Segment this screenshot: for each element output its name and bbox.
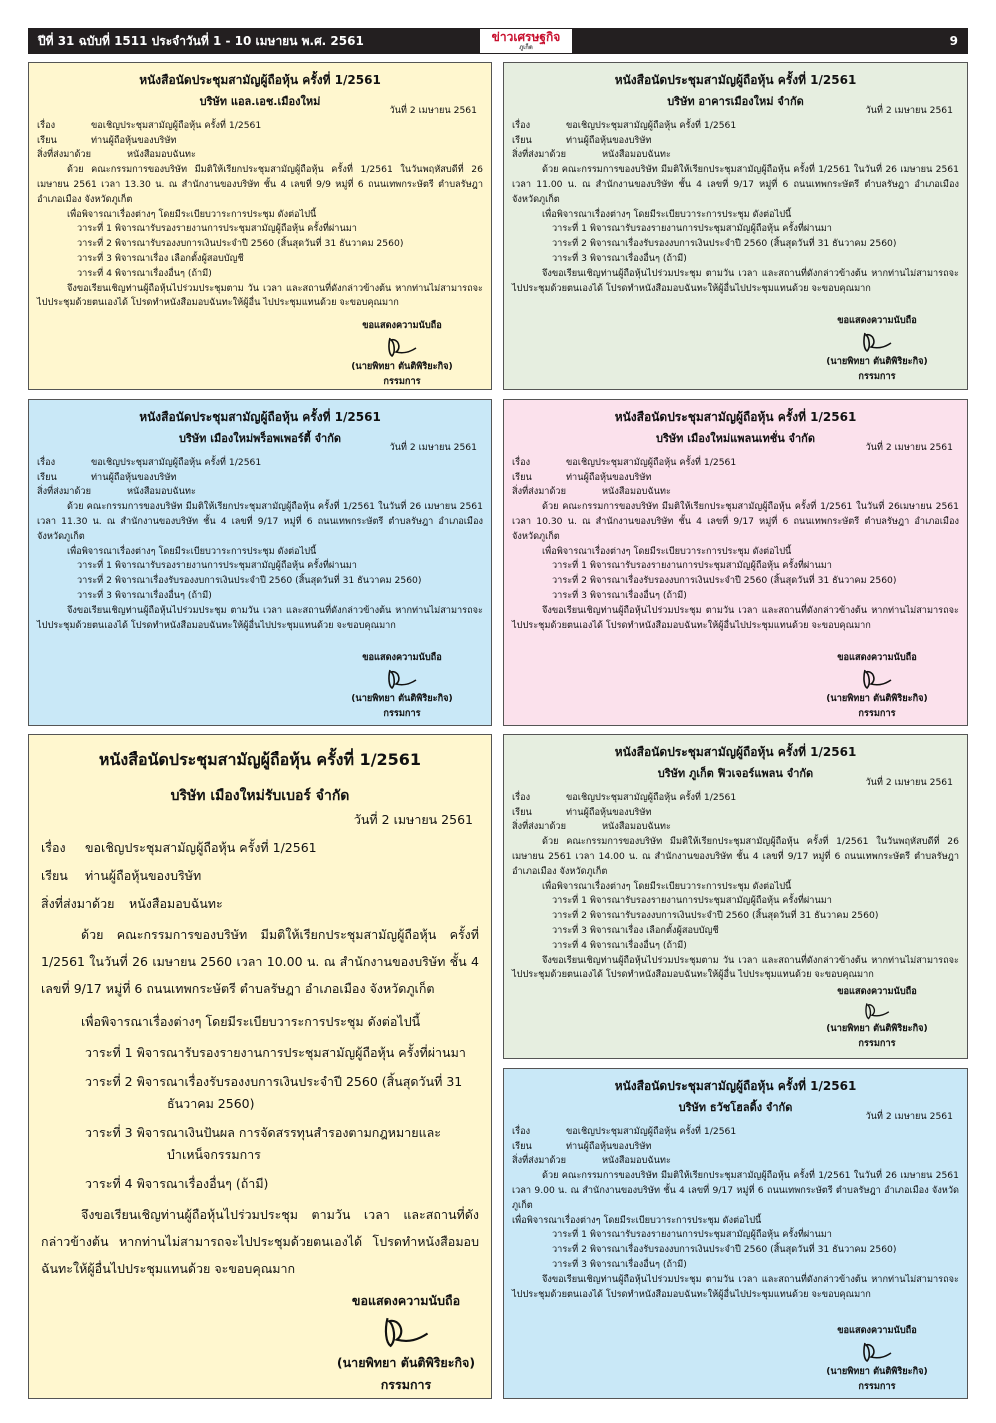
notice-body: ด้วย คณะกรรมการของบริษัท มีมติให้เรียกประชุมสามัญผู้ถือหุ้น ครั้งที่ 1/2561 ในวันพฤหัสบดีที่ 26 เมษายน 2561 เวลา 14.00 น. ณ สำนักงานของบริษัท ชั้น 4 เลขที่ 9/17 หมู่ที่ 6 ถนนเทพกระษัตรี ตำบลรัษฎา อำเภอเมือง จังหวัดภูเก็ต [512, 836, 959, 877]
signature-block [331, 1290, 481, 1396]
invitation-text: จึงขอเรียนเชิญท่านผู้ถือหุ้นไปร่วมประชุม ตามวัน เวลา และสถานที่ดังกล่าวข้างต้น หากท่านไม่สามารถจะไปประชุมด้วยตนเองได้ โปรดทำหนังสือมอบฉันทะให้ผู้อื่นไปประชุมแทนด้วย จะขอบคุณมาก [512, 604, 959, 631]
signature-block [337, 651, 467, 721]
agenda-intro: เพื่อพิจารณาเรื่องต่างๆ โดยมีระเบียบวาระการประชุม ดังต่อไปนี้ [67, 208, 317, 220]
invitation-text: จึงขอเรียนเชิญท่านผู้ถือหุ้นไปร่วมประชุม ตามวัน เวลา และสถานที่ดังกล่าวข้างต้น หากท่านไม่สามารถจะไปประชุมด้วยตนเองได้ โปรดทำหนังสือมอบฉันทะให้ผู้อื่นไปประชุมแทนด้วย จะขอบคุณมาก [37, 604, 483, 631]
subject-row [37, 456, 483, 471]
signer-title: กรรมการ [858, 1380, 896, 1392]
signer-name: (นายพิทยา ตันติพิริยะกิจ) [826, 693, 928, 705]
agenda-item: วาระที่ 4 พิจารณาเรื่องอื่นๆ (ถ้ามี) [85, 1176, 269, 1191]
notice-lh-muangmai [28, 62, 492, 390]
agenda-item: วาระที่ 3 พิจารณาเรื่อง เลือกตั้งผู้สอบบัญชี [77, 252, 244, 264]
agenda-item: วาระที่ 1 พิจารณารับรองรายงานการประชุมสามัญผู้ถือหุ้น ครั้งที่ผ่านมา [552, 1229, 832, 1241]
notice-phuket-futureplan [503, 734, 968, 1059]
notice-date: วันที่ 2 เมษายน 2561 [865, 442, 953, 453]
signature-block [812, 1324, 942, 1394]
subject-label: เรื่อง [512, 456, 531, 468]
to-row [512, 1140, 959, 1155]
agenda-item: วาระที่ 2 พิจารณารับรองงบการเงินประจำปี 2560 (สิ้นสุดวันที่ 31 ธันวาคม 2560) [552, 910, 879, 922]
notice-date: วันที่ 2 เมษายน 2561 [353, 812, 473, 827]
subject-text: ขอเชิญประชุมสามัญผู้ถือหุ้น ครั้งที่ 1/2561 [566, 791, 737, 803]
notice-thawat-holding [503, 1068, 968, 1399]
notice-company: บริษัท เมืองใหม่พร็อพเพอร์ตี้ จำกัด [178, 432, 342, 445]
enclosure-label: สิ่งที่ส่งมาด้วย [512, 1155, 566, 1167]
notice-body: ด้วย คณะกรรมการของบริษัท มีมติให้เรียกประชุมสามัญผู้ถือหุ้น ครั้งที่ 1/2561 ในวันที่ 26 เมษายน 2560 เวลา 10.00 น. ณ สำนักงานของบริษัท ชั้น 4 เลขที่ 9/17 หมู่ที่ 6 ถนนเทพกระษัตรี ตำบลรัษฎา อำเภอเมือง จังหวัดภูเก็ต [41, 927, 479, 996]
agenda-item: วาระที่ 2 พิจารณารับรองงบการเงินประจำปี 2560 (สิ้นสุดวันที่ 31 ธันวาคม 2560) [77, 238, 404, 250]
notice-company: บริษัท ภูเก็ต ฟิวเจอร์แพลน จำกัด [657, 767, 814, 780]
subject-text: ขอเชิญประชุมสามัญผู้ถือหุ้น ครั้งที่ 1/2561 [566, 1125, 737, 1137]
enclosure-row [512, 485, 959, 500]
closing-text: ขอแสดงความนับถือ [837, 1325, 917, 1337]
subject-label: เรื่อง [37, 456, 56, 468]
notice-arkarn-muangmai [503, 62, 968, 390]
signer-title: กรรมการ [858, 1037, 896, 1049]
invitation-text: จึงขอเรียนเชิญท่านผู้ถือหุ้นไปร่วมประชุม ตามวัน เวลา และสถานที่ดังกล่าวข้างต้น หากท่านไม่สามารถจะไปประชุมด้วยตนเองได้ โปรดทำหนังสือมอบฉันทะให้ผู้อื่นไปประชุมแทนด้วย จะขอบคุณมาก [41, 1207, 479, 1276]
subject-label: เรื่อง [512, 1125, 531, 1137]
to-row [512, 134, 959, 149]
agenda-item: วาระที่ 2 พิจารณาเรื่องรับรองงบการเงินประจำปี 2560 (สิ้นสุดวันที่ 31 ธันวาคม 2560) [552, 575, 897, 587]
enclosure-row [512, 148, 959, 163]
invitation-text: จึงขอเรียนเชิญท่านผู้ถือหุ้นไปร่วมประชุม ตามวัน เวลา และสถานที่ดังกล่าวข้างต้น หากท่านไม่สามารถจะไปประชุมด้วยตนเองได้ โปรดทำหนังสือมอบฉันทะให้ผู้อื่นไปประชุมแทนด้วย จะขอบคุณมาก [512, 1273, 959, 1300]
subject-label: เรื่อง [37, 119, 56, 131]
enclosure-label: สิ่งที่ส่งมาด้วย [512, 149, 566, 161]
invitation-text: จึงขอเรียนเชิญท่านผู้ถือหุ้นไปร่วมประชุม ตามวัน เวลา และสถานที่ดังกล่าวข้างต้น หากท่านไม่สามารถจะไปประชุมด้วยตนเองได้ โปรดทำหนังสือมอบฉันทะให้ผู้อื่นไปประชุมแทนด้วย จะขอบคุณมาก [512, 267, 959, 294]
agenda-item: วาระที่ 3 พิจารณาเรื่องอื่นๆ (ถ้ามี) [552, 589, 687, 601]
subject-text: ขอเชิญประชุมสามัญผู้ถือหุ้น ครั้งที่ 1/2561 [85, 840, 317, 855]
subject-label: เรื่อง [512, 119, 531, 131]
enclosure-label: สิ่งที่ส่งมาด้วย [512, 821, 566, 833]
logo-text: ข่าวเศรษฐกิจ [491, 30, 561, 44]
to-label: เรียน [512, 471, 532, 483]
notice-title: หนังสือนัดประชุมสามัญผู้ถือหุ้น ครั้งที่ 1/2561 [614, 1079, 857, 1093]
notice-title: หนังสือนัดประชุมสามัญผู้ถือหุ้น ครั้งที่ 1/2561 [614, 73, 857, 87]
agenda-item: วาระที่ 2 พิจารณาเรื่องรับรองงบการเงินประจำปี 2560 (สิ้นสุดวันที่ 31 ธันวาคม 2560) [552, 238, 897, 250]
page-number: 9 [949, 34, 958, 48]
signature-block [812, 314, 942, 384]
agenda-item: วาระที่ 1 พิจารณารับรองรายงานการประชุมสามัญผู้ถือหุ้น ครั้งที่ผ่านมา [77, 560, 357, 572]
subject-text: ขอเชิญประชุมสามัญผู้ถือหุ้น ครั้งที่ 1/2561 [91, 119, 262, 131]
enclosure-row [41, 893, 479, 915]
subject-text: ขอเชิญประชุมสามัญผู้ถือหุ้น ครั้งที่ 1/2561 [566, 119, 737, 131]
notice-title: หนังสือนัดประชุมสามัญผู้ถือหุ้น ครั้งที่ 1/2561 [139, 73, 381, 87]
to-label: เรียน [37, 134, 57, 146]
signature-block [812, 651, 942, 721]
signer-title: กรรมการ [380, 1377, 432, 1392]
agenda-item: วาระที่ 3 พิจารณาเรื่องอื่นๆ (ถ้ามี) [77, 589, 212, 601]
agenda-item: วาระที่ 4 พิจารณาเรื่องอื่นๆ (ถ้ามี) [77, 267, 212, 279]
enclosure-label: สิ่งที่ส่งมาด้วย [37, 149, 91, 161]
subject-row [512, 456, 959, 471]
agenda-intro: เพื่อพิจารณาเรื่องต่างๆ โดยมีระเบียบวาระการประชุม ดังต่อไปนี้ [81, 1014, 421, 1029]
to-label: เรียน [41, 868, 68, 883]
notice-date: วันที่ 2 เมษายน 2561 [865, 777, 953, 788]
agenda-item: วาระที่ 2 พิจารณาเรื่องรับรองงบการเงินประจำปี 2560 (สิ้นสุดวันที่ 31 ธันวาคม 2560) [85, 1074, 463, 1111]
notice-title: หนังสือนัดประชุมสามัญผู้ถือหุ้น ครั้งที่ 1/2561 [98, 750, 422, 769]
enclosure-label: สิ่งที่ส่งมาด้วย [37, 486, 91, 498]
agenda-intro: เพื่อพิจารณาเรื่องต่างๆ โดยมีระเบียบวาระการประชุม ดังต่อไปนี้ [512, 1214, 762, 1226]
to-row [37, 134, 483, 149]
notice-date: วันที่ 2 เมษายน 2561 [389, 105, 477, 116]
agenda-item: วาระที่ 1 พิจารณารับรองรายงานการประชุมสามัญผู้ถือหุ้น ครั้งที่ผ่านมา [552, 895, 832, 907]
notice-muangmai-property [28, 399, 492, 726]
subject-text: ขอเชิญประชุมสามัญผู้ถือหุ้น ครั้งที่ 1/2561 [566, 456, 737, 468]
closing-text: ขอแสดงความนับถือ [837, 986, 917, 998]
signer-title: กรรมการ [858, 370, 896, 382]
signature-icon [374, 1312, 438, 1352]
to-text: ท่านผู้ถือหุ้นของบริษัท [566, 471, 652, 483]
signer-title: กรรมการ [858, 707, 896, 719]
notice-body: ด้วย คณะกรรมการของบริษัท มีมติให้เรียกประชุมสามัญผู้ถือหุ้น ครั้งที่ 1/2561 ในวันที่ 26 เมษายน 2561 เวลา 9.00 น. ณ สำนักงานของบริษัท ชั้น 4 เลขที่ 9/17 หมู่ที่ 6 ถนนเทพกระษัตรี ตำบลรัษฎา อำเภอเมือง จังหวัดภูเก็ต [512, 1170, 959, 1211]
notice-date: วันที่ 2 เมษายน 2561 [389, 442, 477, 453]
to-row [37, 471, 483, 486]
signer-title: กรรมการ [383, 707, 421, 719]
to-label: เรียน [512, 1140, 532, 1152]
to-row [512, 471, 959, 486]
signer-name: (นายพิทยา ตันติพิริยะกิจ) [826, 356, 928, 368]
signer-title: กรรมการ [383, 375, 421, 387]
enclosure-text: หนังสือมอบฉันทะ [129, 896, 223, 911]
to-text: ท่านผู้ถือหุ้นของบริษัท [91, 134, 177, 146]
signer-name: (นายพิทยา ตันติพิริยะกิจ) [826, 1366, 928, 1378]
signature-icon [857, 1339, 897, 1365]
enclosure-row [512, 1154, 959, 1169]
enclosure-text: หนังสือมอบฉันทะ [602, 821, 671, 833]
agenda-item: วาระที่ 4 พิจารณาเรื่องอื่นๆ (ถ้ามี) [552, 939, 687, 951]
closing-text: ขอแสดงความนับถือ [837, 652, 917, 664]
notice-date: วันที่ 2 เมษายน 2561 [865, 105, 953, 116]
closing-text: ขอแสดงความนับถือ [362, 320, 442, 332]
agenda-item: วาระที่ 3 พิจารณาเรื่อง เลือกตั้งผู้สอบบัญชี [552, 924, 719, 936]
signer-name: (นายพิทยา ตันติพิริยะกิจ) [826, 1022, 928, 1034]
enclosure-text: หนังสือมอบฉันทะ [127, 149, 196, 161]
signature-icon [857, 329, 897, 355]
closing-text: ขอแสดงความนับถือ [362, 652, 442, 664]
agenda-item: วาระที่ 1 พิจารณารับรองรายงานการประชุมสามัญผู้ถือหุ้น ครั้งที่ผ่านมา [85, 1045, 466, 1060]
signer-name: (นายพิทยา ตันติพิริยะกิจ) [336, 1355, 476, 1370]
notice-body: ด้วย คณะกรรมการของบริษัท มีมติให้เรียกประชุมสามัญผู้ถือหุ้น ครั้งที่ 1/2561 ในวันที่ 26เมษายน 2561 เวลา 10.30 น. ณ สำนักงานของบริษัท ชั้น 4 เลขที่ 9/17 หมู่ที่ 6 ถนนเทพกระษัตรี ตำบลรัษฎา อำเภอเมือง จังหวัดภูเก็ต [512, 501, 959, 542]
signature-icon [857, 666, 897, 692]
subject-row [512, 1125, 959, 1140]
signature-icon [382, 334, 422, 360]
closing-text: ขอแสดงความนับถือ [351, 1293, 461, 1308]
agenda-intro: เพื่อพิจารณาเรื่องต่างๆ โดยมีระเบียบวาระการประชุม ดังต่อไปนี้ [67, 545, 317, 557]
enclosure-label: สิ่งที่ส่งมาด้วย [512, 486, 566, 498]
to-label: เรียน [512, 134, 532, 146]
enclosure-label: สิ่งที่ส่งมาด้วย [41, 896, 115, 911]
agenda-item: วาระที่ 3 พิจารณาเรื่องอื่นๆ (ถ้ามี) [552, 1258, 687, 1270]
invitation-text: จึงขอเรียนเชิญท่านผู้ถือหุ้นไปร่วมประชุมตาม วัน เวลา และสถานที่ดังกล่าวข้างต้น หากท่านไม่สามารถจะไปประชุมด้วยตนเองได้ โปรดทำหนังสือมอบฉันทะให้ผู้อื่น ไปประชุมแทนด้วย จะขอบคุณมาก [37, 282, 483, 309]
agenda-intro: เพื่อพิจารณาเรื่องต่างๆ โดยมีระเบียบวาระการประชุม ดังต่อไปนี้ [542, 208, 792, 220]
signer-name: (นายพิทยา ตันติพิริยะกิจ) [351, 360, 453, 372]
to-label: เรียน [512, 806, 532, 818]
agenda-intro: เพื่อพิจารณาเรื่องต่างๆ โดยมีระเบียบวาระการประชุม ดังต่อไปนี้ [542, 880, 792, 892]
issue-info: ปีที่ 31 ฉบับที่ 1511 ประจำวันที่ 1 - 10 เมษายน พ.ศ. 2561 [38, 33, 364, 48]
signature-icon [382, 666, 422, 692]
to-text: ท่านผู้ถือหุ้นของบริษัท [566, 134, 652, 146]
newspaper-logo [479, 28, 573, 54]
subject-row [41, 837, 479, 859]
subject-label: เรื่อง [512, 791, 531, 803]
notice-muangmai-rubber [28, 734, 492, 1399]
signature-icon [859, 1000, 895, 1022]
enclosure-text: หนังสือมอบฉันทะ [602, 486, 671, 498]
closing-text: ขอแสดงความนับถือ [837, 315, 917, 327]
notice-title: หนังสือนัดประชุมสามัญผู้ถือหุ้น ครั้งที่ 1/2561 [614, 745, 857, 759]
agenda-item: วาระที่ 3 พิจารณาเรื่องอื่นๆ (ถ้ามี) [552, 252, 687, 264]
subject-row [512, 791, 959, 806]
subject-row [37, 119, 483, 134]
notice-company: บริษัท เมืองใหม่แพลนเทชั่น จำกัด [656, 432, 815, 445]
agenda-intro: เพื่อพิจารณาเรื่องต่างๆ โดยมีระเบียบวาระการประชุม ดังต่อไปนี้ [542, 545, 792, 557]
to-text: ท่านผู้ถือหุ้นของบริษัท [566, 1140, 652, 1152]
to-label: เรียน [37, 471, 57, 483]
notice-muangmai-plantation [503, 399, 968, 726]
subject-text: ขอเชิญประชุมสามัญผู้ถือหุ้น ครั้งที่ 1/2561 [91, 456, 262, 468]
signer-name: (นายพิทยา ตันติพิริยะกิจ) [351, 693, 453, 705]
notice-company: บริษัท แอล.เอช.เมืองใหม่ [199, 95, 321, 108]
to-row [512, 806, 959, 821]
notice-company: บริษัท อาคารเมืองใหม่ จำกัด [667, 95, 804, 108]
agenda-item: วาระที่ 3 พิจารณาเงินปันผล การจัดสรรทุนสำรองตามกฎหมายและบำเหน็จกรรมการ [85, 1125, 442, 1162]
signature-block [337, 319, 467, 389]
subject-row [512, 119, 959, 134]
enclosure-row [37, 485, 483, 500]
notice-title: หนังสือนัดประชุมสามัญผู้ถือหุ้น ครั้งที่ 1/2561 [139, 410, 381, 424]
signature-block [812, 985, 942, 1051]
to-text: ท่านผู้ถือหุ้นของบริษัท [566, 806, 652, 818]
enclosure-row [512, 820, 959, 835]
subject-label: เรื่อง [41, 840, 66, 855]
invitation-text: จึงขอเรียนเชิญท่านผู้ถือหุ้นไปร่วมประชุมตาม วัน เวลา และสถานที่ดังกล่าวข้างต้น หากท่านไม่สามารถจะไปประชุมด้วยตนเองได้ โปรดทำหนังสือมอบฉันทะให้ผู้อื่น ไปประชุมแทนด้วย จะขอบคุณมาก [512, 954, 959, 981]
to-row [41, 865, 479, 887]
notice-date: วันที่ 2 เมษายน 2561 [865, 1111, 953, 1122]
agenda-item: วาระที่ 2 พิจารณาเรื่องรับรองงบการเงินประจำปี 2560 (สิ้นสุดวันที่ 31 ธันวาคม 2560) [552, 1244, 897, 1256]
page-header-bar [28, 28, 968, 54]
notice-company: บริษัท เมืองใหม่รับเบอร์ จำกัด [170, 788, 350, 804]
notice-company: บริษัท ธวัชโฮลดิ้ง จำกัด [678, 1101, 793, 1114]
enclosure-row [37, 148, 483, 163]
notice-body: ด้วย คณะกรรมการของบริษัท มีมติให้เรียกประชุมสามัญผู้ถือหุ้น ครั้งที่ 1/2561 ในวันที่ 26 เมษายน 2561 เวลา 11.30 น. ณ สำนักงานของบริษัท ชั้น 4 เลขที่ 9/17 หมู่ที่ 6 ถนนเทพกระษัตรี ตำบลรัษฎา อำเภอเมือง จังหวัดภูเก็ต [37, 501, 483, 542]
to-text: ท่านผู้ถือหุ้นของบริษัท [85, 868, 202, 883]
notice-body: ด้วย คณะกรรมการของบริษัท มีมติให้เรียกประชุมสามัญผู้ถือหุ้น ครั้งที่ 1/2561 ในวันพฤหัสบดีที่ 26 เมษายน 2561 เวลา 13.30 น. ณ สำนักงานของบริษัท ชั้น 4 เลขที่ 9/9 หมู่ที่ 6 ถนนเทพกระษัตรี ตำบลรัษฎา อำเภอเมือง จังหวัดภูเก็ต [37, 164, 483, 205]
enclosure-text: หนังสือมอบฉันทะ [602, 149, 671, 161]
agenda-item: วาระที่ 1 พิจารณารับรองรายงานการประชุมสามัญผู้ถือหุ้น ครั้งที่ผ่านมา [77, 223, 357, 235]
to-text: ท่านผู้ถือหุ้นของบริษัท [91, 471, 177, 483]
enclosure-text: หนังสือมอบฉันทะ [602, 1155, 671, 1167]
agenda-item: วาระที่ 1 พิจารณารับรองรายงานการประชุมสามัญผู้ถือหุ้น ครั้งที่ผ่านมา [552, 223, 832, 235]
agenda-item: วาระที่ 1 พิจารณารับรองรายงานการประชุมสามัญผู้ถือหุ้น ครั้งที่ผ่านมา [552, 560, 832, 572]
notice-title: หนังสือนัดประชุมสามัญผู้ถือหุ้น ครั้งที่ 1/2561 [614, 410, 857, 424]
logo-subtext: ภูเก็ต [519, 44, 533, 51]
agenda-item: วาระที่ 2 พิจารณาเรื่องรับรองงบการเงินประจำปี 2560 (สิ้นสุดวันที่ 31 ธันวาคม 2560) [77, 575, 422, 587]
enclosure-text: หนังสือมอบฉันทะ [127, 486, 196, 498]
notice-body: ด้วย คณะกรรมการของบริษัท มีมติให้เรียกประชุมสามัญผู้ถือหุ้น ครั้งที่ 1/2561 ในวันที่ 26 เมษายน 2561 เวลา 11.00 น. ณ สำนักงานของบริษัท ชั้น 4 เลขที่ 9/17 หมู่ที่ 6 ถนนเทพกระษัตรี ตำบลรัษฎา อำเภอเมือง จังหวัดภูเก็ต [512, 164, 959, 205]
